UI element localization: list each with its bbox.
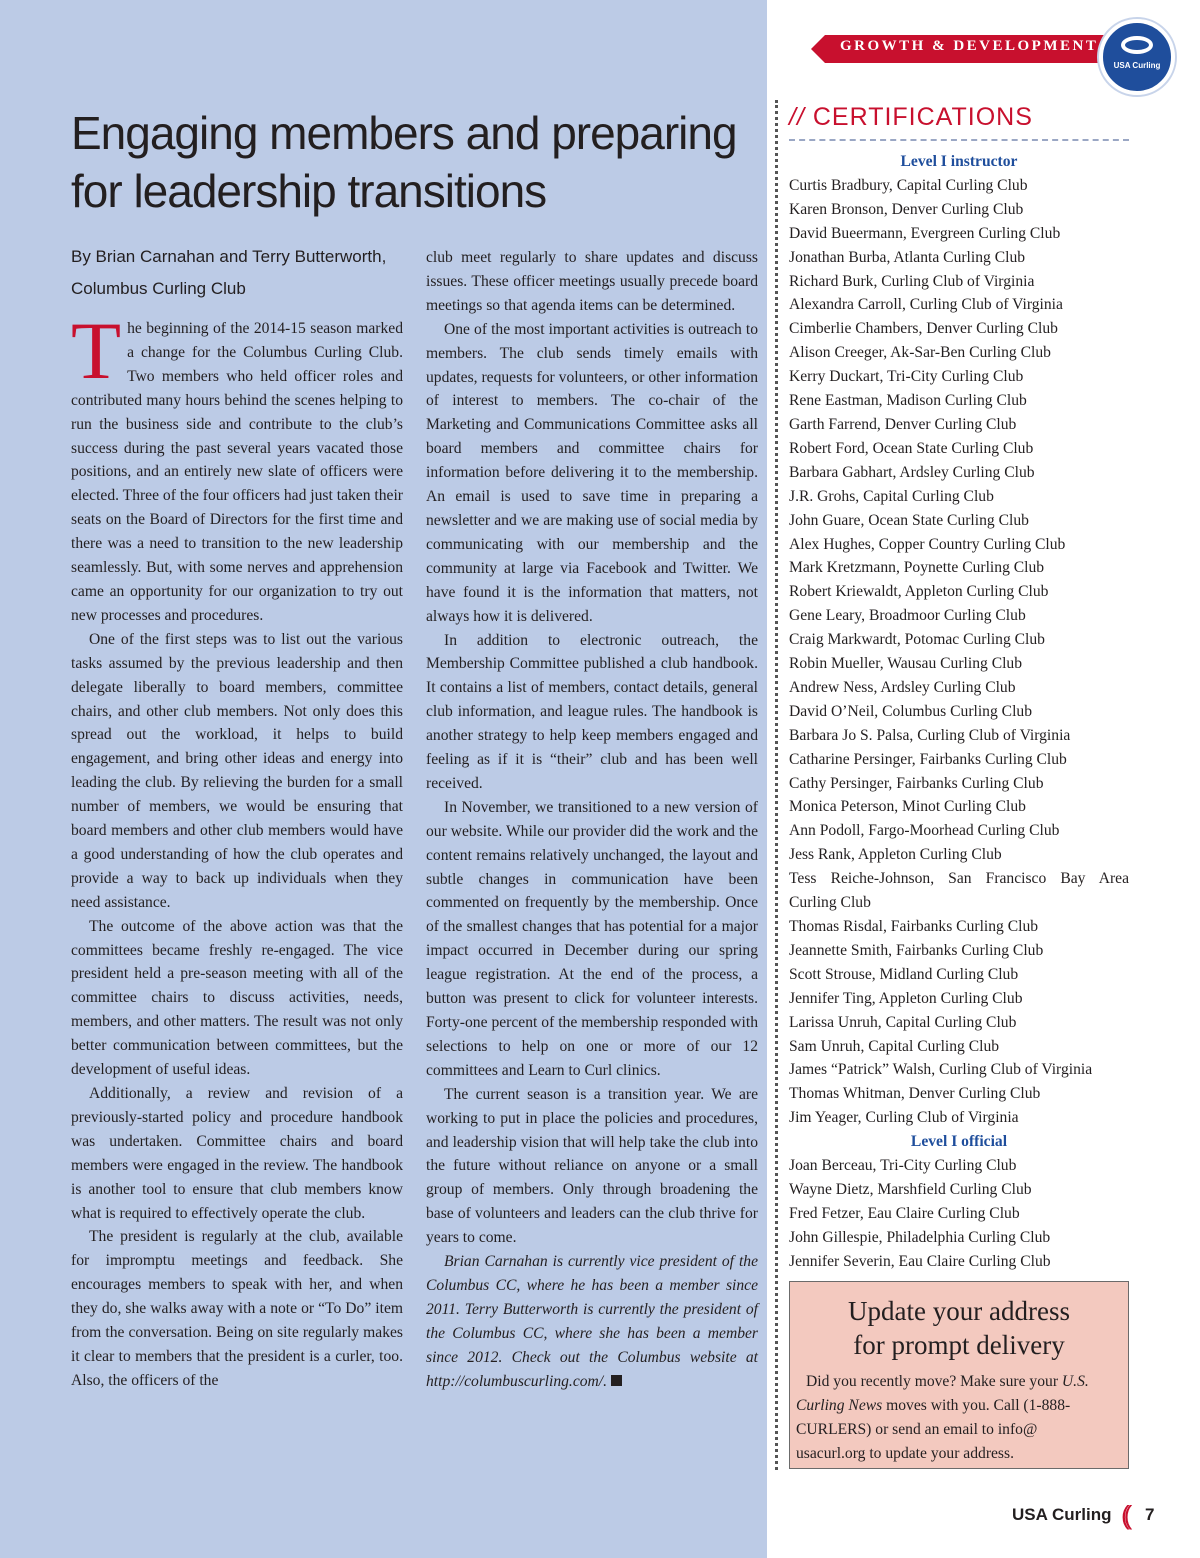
article-headline: Engaging members and preparing for leadership transitions [71, 107, 737, 217]
certification-entry: Jess Rank, Appleton Curling Club [789, 846, 1002, 864]
certification-entry: Joan Berceau, Tri-City Curling Club [789, 1157, 1017, 1175]
certification-entry: John Guare, Ocean State Curling Club [789, 511, 1029, 529]
section-label: GROWTH & DEVELOPMENT [840, 38, 1099, 54]
article-paragraph: The beginning of the 2014-15 season marked a change for the Columbus Curling Club. Two members who held officer roles and contributed many hours behind the scenes helping to run the business side and contribute to the club’s success during the past several years vacated those positions, and an entirely new slate of officers were elected. Three of the four officers had just taken their seats on the Board of Directors for the first time and there was a need to transition to the new leadership seamlessly. But, with some nerves and apprehension came an opportunity for our organization to try out new processes and procedures. [71, 305, 403, 624]
byline [71, 241, 416, 305]
footer-parentheses-mark: (( [1121, 1500, 1127, 1530]
official-list [789, 1154, 1129, 1274]
certification-entry: Jeannette Smith, Fairbanks Curling Club [789, 941, 1044, 959]
address-box-title: Update your address for prompt delivery [848, 1296, 1070, 1360]
article-paragraph: The president is regularly at the club, available for impromptu meetings and feedback. She encourages members to speak with her, and when they do, she walks away with a note or “To Do” item from the conversation. Being on site regularly makes it clear to members that the president is a curler, too. Also, the officers of the [71, 1228, 403, 1389]
certification-entry: Scott Strouse, Midland Curling Club [789, 965, 1019, 983]
article-paragraph: club meet regularly to share updates and discuss issues. These officer meetings usually precede board meetings so that agenda items can be determined. [426, 249, 758, 314]
certification-entry: James “Patrick” Walsh, Curling Club of Virginia [789, 1061, 1093, 1079]
certification-entry: Gene Leary, Broadmoor Curling Club [789, 607, 1026, 625]
author-bio: Brian Carnahan is currently vice president of the Columbus CC, where he has been a member since 2011. Terry Butterworth is currently the president of the Columbus CC, where she has been a member since 2012. Check out the Columbus website at http://columbuscurling.com/. [426, 1253, 758, 1390]
page-number: 7 [1145, 1505, 1155, 1524]
certification-entry: J.R. Grohs, Capital Curling Club [789, 487, 994, 505]
level1-instructor-heading: Level I instructor [900, 153, 1018, 170]
drop-cap: T [71, 305, 122, 396]
certification-entry: Thomas Risdal, Fairbanks Curling Club [789, 918, 1039, 935]
level1-official-heading: Level I official [910, 1133, 1008, 1151]
footer-publication: USA Curling [1012, 1505, 1112, 1524]
certification-entry: Larissa Unruh, Capital Curling Club [789, 1013, 1017, 1031]
instructor-list [789, 174, 1129, 1130]
certification-entry: David Bueermann, Evergreen Curling Club [789, 224, 1061, 242]
article-paragraph: One of the first steps was to list out the various tasks assumed by the previous leadership and then delegate liberally to board members, committee chairs, and other club members. Not only does this spread out the workload, it helps to build engagement, and bring other ideas and energy into leading the club. By relieving the burden for a small number of members, we would be ensuring that board members and other club members would have a good understanding of how the club operates and provide a way to back up individuals when they need assistance. [71, 630, 403, 911]
certification-entry: Thomas Whitman, Denver Curling Club [789, 1085, 1041, 1103]
certification-entry: Jennifer Severin, Eau Claire Curling Club [789, 1252, 1051, 1270]
certification-entry: Cathy Persinger, Fairbanks Curling Club [789, 774, 1044, 792]
article-paragraph: One of the most important activities is outreach to members. The club sends timely emails with updates, requests for volunteers, or other information of interest to members. The co-chair of the Marketing and Communications Committee asks all board members and committee chairs for information before delivering it to the membership. An email is used to save time in preparing a newsletter and we are making use of social media by communicating with our membership and the community at large via Facebook and Twitter. We have found it is the information that matters, not always how it is delivered. [426, 320, 758, 625]
article-paragraph: In addition to electronic outreach, the Membership Committee published a club handbook. It contains a list of members, contact details, general club information, and league rules. The handbook is another strategy to help keep members engaged and feeling as if it is “their” club and has been well received. [426, 631, 758, 792]
certification-entry: Ann Podoll, Fargo-Moorhead Curling Club [789, 822, 1060, 840]
certification-entry: Garth Farrend, Denver Curling Club [789, 415, 1017, 433]
certification-entry: Richard Burk, Curling Club of Virginia [789, 272, 1035, 290]
certifications-rule [789, 139, 1129, 141]
certification-entry: Tess Reiche-Johnson, San Francisco Bay Area Curling Club [789, 870, 1129, 912]
certification-entry: Monica Peterson, Minot Curling Club [789, 798, 1026, 816]
certifications-list [789, 150, 1129, 1274]
column-divider [775, 100, 778, 1470]
article-column-1 [71, 305, 403, 1393]
logo-text: USA Curling [1113, 61, 1161, 70]
certification-entry: Craig Markwardt, Potomac Curling Club [789, 631, 1045, 649]
certifications-title: // CERTIFICATIONS [789, 103, 1033, 131]
article-paragraph: The current season is a transition year. We are working to put in place the policies and procedures, and leadership vision that will help take the club into the future without reliance on anyone or a small group of members. Only through broadening the base of volunteers and leaders can the club thrive for years to come. [426, 1085, 758, 1247]
certification-entry: Curtis Bradbury, Capital Curling Club [789, 176, 1028, 194]
address-box-body: Did you recently move? Make sure your U.S. Curling News moves with you. Call (1-888-CURLERS) or send an email to info@ usacurl.org to update your address. [796, 1373, 1089, 1462]
byline-authors: By Brian Carnahan and Terry Butterworth, [71, 247, 387, 266]
certification-entry: Cimberlie Chambers, Denver Curling Club [789, 320, 1058, 338]
byline-affiliation: Columbus Curling Club [71, 279, 246, 298]
end-mark-icon [611, 1375, 622, 1386]
address-update-box [789, 1281, 1129, 1469]
certification-entry: Robert Kriewaldt, Appleton Curling Club [789, 583, 1049, 601]
article-column-2 [426, 246, 758, 1394]
certification-entry: Barbara Jo S. Palsa, Curling Club of Virginia [789, 726, 1071, 744]
certification-entry: Fred Fetzer, Eau Claire Curling Club [789, 1204, 1020, 1222]
certification-entry: Kerry Duckart, Tri-City Curling Club [789, 368, 1024, 386]
article-paragraph: Additionally, a review and revision of a previously-started policy and procedure handbook was undertaken. Committee chairs and board members were engaged in the review. The handbook is another tool to ensure that club members know what is required to effectively operate the club. [71, 1085, 403, 1222]
certification-entry: Alison Creeger, Ak-Sar-Ben Curling Club [789, 344, 1051, 362]
certification-entry: David O’Neil, Columbus Curling Club [789, 702, 1032, 720]
certification-entry: Karen Bronson, Denver Curling Club [789, 200, 1024, 218]
logo-dot [1131, 42, 1143, 48]
certification-entry: Sam Unruh, Capital Curling Club [789, 1037, 1000, 1055]
certification-entry: Barbara Gabhart, Ardsley Curling Club [789, 463, 1035, 481]
certification-entry: Catharine Persinger, Fairbanks Curling Club [789, 750, 1067, 768]
certification-entry: Jim Yeager, Curling Club of Virginia [789, 1109, 1019, 1127]
certification-entry: Robin Mueller, Wausau Curling Club [789, 655, 1023, 673]
certification-entry: Mark Kretzmann, Poynette Curling Club [789, 559, 1045, 577]
article-paragraph: The outcome of the above action was that the committees became freshly re-engaged. The vice president held a pre-season meeting with all of the committee chairs to discuss activities, needs, members, and other matters. The result was not only better communication between committees, but the development of useful ideas. [71, 917, 403, 1079]
certification-entry: Alexandra Carroll, Curling Club of Virginia [789, 296, 1063, 314]
certification-entry: Robert Ford, Ocean State Curling Club [789, 439, 1034, 457]
certification-entry: Wayne Dietz, Marshfield Curling Club [789, 1180, 1032, 1198]
certification-entry: Alex Hughes, Copper Country Curling Club [789, 535, 1066, 553]
article-paragraph: In November, we transitioned to a new version of our website. While our provider did the work and the content remains relatively unchanged, the layout and subtle changes in communication have been commented on frequently by the membership. Once of the smallest changes that has potential for a major impact occurred in December during our spring league registration. At the end of the process, a button was present to click for volunteer interests. Forty-one percent of the membership responded with selections to help on one or more of our 12 committees and Learn to Curl clinics. [426, 798, 758, 1079]
usa-curling-logo [1099, 19, 1175, 95]
certification-entry: Jennifer Ting, Appleton Curling Club [789, 989, 1023, 1007]
certification-entry: John Gillespie, Philadelphia Curling Club [789, 1228, 1051, 1246]
certification-entry: Andrew Ness, Ardsley Curling Club [789, 678, 1016, 696]
certification-entry: Jonathan Burba, Atlanta Curling Club [789, 248, 1026, 266]
certification-entry: Rene Eastman, Madison Curling Club [789, 392, 1027, 410]
